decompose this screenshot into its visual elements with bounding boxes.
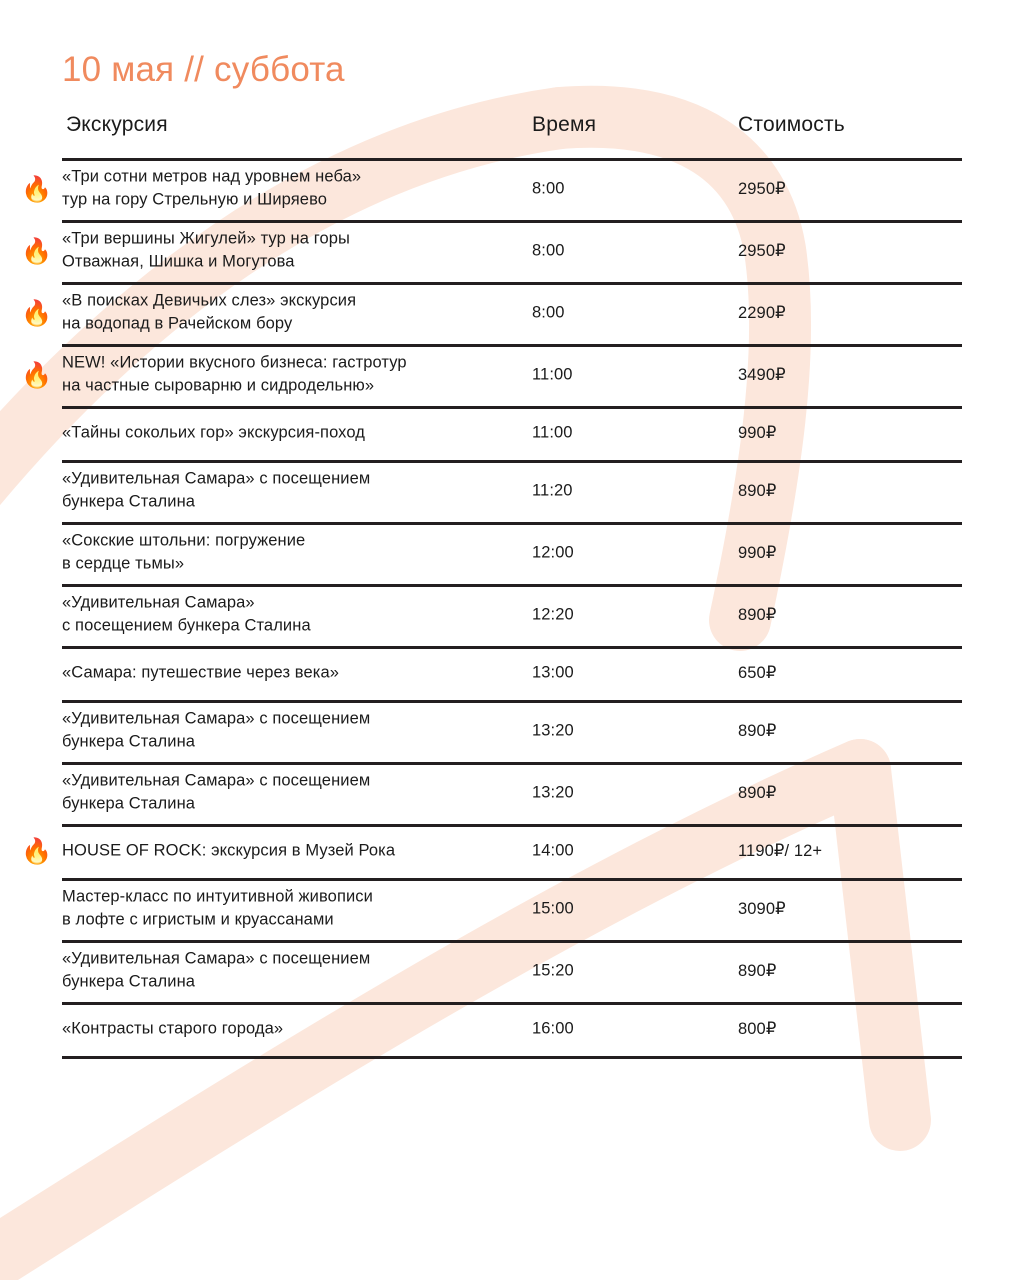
- table-row[interactable]: [0, 406, 1026, 460]
- table-row[interactable]: [0, 584, 1026, 646]
- row-divider: [62, 406, 962, 409]
- excursion-price: 990₽: [738, 424, 777, 442]
- excursion-time: 8:00: [532, 303, 565, 322]
- fire-icon: 🔥: [21, 298, 53, 328]
- excursion-time: 13:00: [532, 663, 574, 682]
- row-divider: [62, 940, 962, 943]
- table-row[interactable]: [0, 460, 1026, 522]
- row-divider: [62, 344, 962, 347]
- row-divider: [62, 220, 962, 223]
- excursion-price: 890₽: [738, 722, 777, 740]
- excursion-price: 890₽: [738, 784, 777, 802]
- excursion-name: [62, 290, 514, 337]
- excursion-name-line: Отважная, Шишка и Могутова: [62, 253, 295, 271]
- table-header-row: [0, 113, 1026, 158]
- table-row[interactable]: [0, 522, 1026, 584]
- excursion-name-line: NEW! «Истории вкусного бизнеса: гастротур: [62, 353, 407, 372]
- excursion-name-line: «Удивительная Самара» с посещением: [62, 469, 371, 488]
- row-divider: [62, 158, 962, 161]
- excursion-price: 800₽: [738, 1020, 777, 1038]
- excursion-price: 2950₽: [738, 242, 786, 260]
- excursion-name-line: Мастер-класс по интуитивной живописи: [62, 887, 373, 906]
- table-row[interactable]: [0, 344, 1026, 406]
- excursion-price: 890₽: [738, 606, 777, 624]
- excursion-time: 13:20: [532, 783, 574, 802]
- excursion-time: 11:00: [532, 365, 573, 384]
- row-divider: [62, 584, 962, 587]
- schedule-table: [0, 113, 1026, 1056]
- excursion-time: 16:00: [532, 1019, 574, 1038]
- excursion-time: 15:20: [532, 961, 574, 980]
- excursion-name: [62, 839, 514, 862]
- row-divider: [62, 522, 962, 525]
- excursion-name-line: «В поисках Девичьих слез» экскурсия: [62, 291, 357, 310]
- table-row[interactable]: [0, 940, 1026, 1002]
- excursion-price: 2950₽: [738, 180, 786, 198]
- excursion-name-line: в лофте с игристым и круассанами: [62, 911, 334, 929]
- table-row[interactable]: [0, 1002, 1026, 1056]
- excursion-name: [62, 228, 514, 275]
- table-body: [0, 158, 1026, 1056]
- excursion-name-line: HOUSE OF ROCK: экскурсия в Музей Рока: [62, 841, 396, 860]
- table-row[interactable]: [0, 824, 1026, 878]
- table-row[interactable]: [0, 878, 1026, 940]
- table-row[interactable]: [0, 282, 1026, 344]
- row-divider: [62, 1056, 962, 1059]
- excursion-time: 8:00: [532, 179, 565, 198]
- table-row[interactable]: [0, 700, 1026, 762]
- excursion-name-line: «Сокские штольни: погружение: [62, 531, 306, 550]
- excursion-time: 12:20: [532, 605, 574, 624]
- row-divider: [62, 460, 962, 463]
- excursion-name-line: бункера Сталина: [62, 795, 196, 813]
- excursion-name: [62, 468, 514, 515]
- excursion-price: 890₽: [738, 482, 777, 500]
- column-header-excursion: Экскурсия: [66, 113, 168, 136]
- excursion-name: [62, 886, 514, 933]
- excursion-name: [62, 948, 514, 995]
- excursion-name-line: бункера Сталина: [62, 493, 196, 511]
- row-divider: [62, 762, 962, 765]
- excursion-name: [62, 1017, 514, 1040]
- excursion-time: 11:00: [532, 423, 573, 442]
- excursion-name: [62, 530, 514, 577]
- excursion-time: 15:00: [532, 899, 574, 918]
- excursion-name-line: «Удивительная Самара» с посещением: [62, 709, 371, 728]
- excursion-time: 14:00: [532, 841, 574, 860]
- excursion-price: 990₽: [738, 544, 777, 562]
- table-row[interactable]: [0, 158, 1026, 220]
- excursion-price: 2290₽: [738, 304, 786, 322]
- row-divider: [62, 824, 962, 827]
- excursion-price: 650₽: [738, 664, 777, 682]
- column-header-time: Время: [532, 113, 597, 136]
- fire-icon: 🔥: [21, 836, 53, 866]
- excursion-name-line: в сердце тьмы»: [62, 555, 185, 573]
- excursion-name: [62, 770, 514, 817]
- excursion-name-line: тур на гору Стрельную и Ширяево: [62, 191, 328, 209]
- excursion-name-line: на частные сыроварню и сидродельню»: [62, 377, 375, 395]
- column-header-price: Стоимость: [738, 113, 845, 136]
- excursion-time: 11:20: [532, 481, 573, 500]
- table-row[interactable]: [0, 646, 1026, 700]
- excursion-name-line: «Удивительная Самара» с посещением: [62, 949, 371, 968]
- excursion-name-line: «Удивительная Самара» с посещением: [62, 771, 371, 790]
- excursion-name: [62, 421, 514, 444]
- excursion-price: 3490₽: [738, 366, 786, 384]
- excursion-name: [62, 166, 514, 213]
- fire-icon: 🔥: [21, 174, 53, 204]
- excursion-name-line: бункера Сталина: [62, 973, 196, 991]
- excursion-name-line: «Удивительная Самара»: [62, 593, 255, 612]
- excursion-name-line: «Три вершины Жигулей» тур на горы: [62, 229, 350, 248]
- excursion-name: [62, 352, 514, 399]
- excursion-price: 1190₽/ 12+: [738, 842, 823, 860]
- fire-icon: 🔥: [21, 236, 53, 266]
- excursion-name: [62, 708, 514, 755]
- row-divider: [62, 646, 962, 649]
- row-divider: [62, 700, 962, 703]
- excursion-time: 12:00: [532, 543, 574, 562]
- excursion-name: [62, 592, 514, 639]
- excursion-name-line: «Контрасты старого города»: [62, 1019, 284, 1038]
- excursion-name: [62, 661, 514, 684]
- excursion-name-line: «Тайны сокольих гор» экскурсия-поход: [62, 423, 365, 442]
- row-divider: [62, 1002, 962, 1005]
- fire-icon: 🔥: [21, 360, 53, 390]
- excursion-name-line: «Самара: путешествие через века»: [62, 663, 339, 682]
- row-divider: [62, 878, 962, 881]
- excursion-name-line: бункера Сталина: [62, 733, 196, 751]
- excursion-name-line: «Три сотни метров над уровнем неба»: [62, 167, 362, 186]
- table-row[interactable]: [0, 762, 1026, 824]
- page-title: 10 мая // суббота: [62, 50, 345, 89]
- excursion-time: 13:20: [532, 721, 574, 740]
- table-row[interactable]: [0, 220, 1026, 282]
- excursion-price: 890₽: [738, 962, 777, 980]
- row-divider: [62, 282, 962, 285]
- excursion-name-line: с посещением бункера Сталина: [62, 617, 311, 635]
- excursion-time: 8:00: [532, 241, 565, 260]
- excursion-name-line: на водопад в Рачейском бору: [62, 315, 293, 333]
- excursion-price: 3090₽: [738, 900, 786, 918]
